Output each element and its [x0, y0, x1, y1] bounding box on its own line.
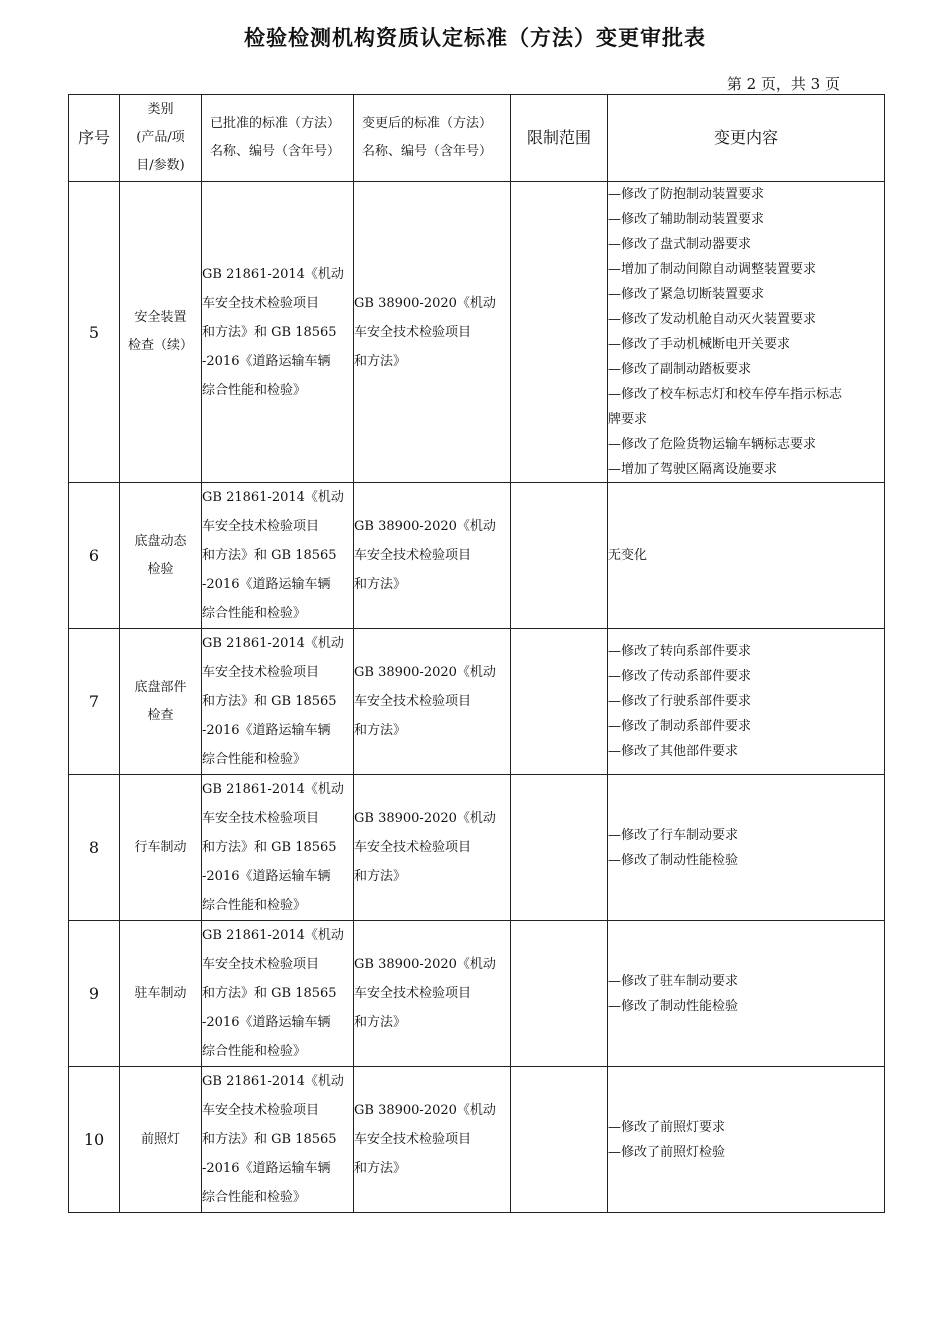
table-row	[69, 629, 885, 775]
row-approved-standard	[202, 629, 354, 775]
row-category	[120, 629, 202, 775]
approved-line: 和方法》和 GB 18565	[202, 694, 337, 709]
change-item: —增加了驾驶区隔离设施要求	[608, 462, 778, 477]
row-limit-scope	[511, 775, 608, 921]
header-category-line: 目/参数)	[136, 158, 185, 173]
row-seq: 9	[69, 921, 120, 1067]
approved-line: GB 21861-2014《机动	[202, 636, 344, 651]
row-seq: 6	[69, 483, 120, 629]
change-item: —修改了制动系部件要求	[608, 719, 752, 734]
row-category	[120, 775, 202, 921]
row-change-content	[608, 182, 885, 483]
changed-line: GB 38900-2020《机动	[354, 665, 496, 680]
change-item: —修改了校车标志灯和校车停车指示标志	[608, 387, 843, 402]
changed-line: 车安全技术检验项目	[354, 986, 472, 1001]
category-line: 前照灯	[140, 1131, 180, 1147]
row-seq: 10	[69, 1067, 120, 1213]
table-row	[69, 1067, 885, 1213]
changed-line: 和方法》	[354, 577, 407, 592]
header-change-content: 变更内容	[608, 95, 885, 182]
approved-line: 车安全技术检验项目	[202, 519, 320, 534]
row-limit-scope	[511, 1067, 608, 1213]
document-title: 检验检测机构资质认定标准（方法）变更审批表	[244, 26, 706, 50]
row-category	[120, 921, 202, 1067]
approved-line: GB 21861-2014《机动	[202, 1074, 344, 1089]
approved-line: GB 21861-2014《机动	[202, 266, 344, 282]
table-row	[69, 921, 885, 1067]
change-item: —修改了发动机舱自动灭火装置要求	[608, 312, 817, 327]
changed-line: 和方法》	[354, 869, 407, 884]
change-item: —修改了危险货物运输车辆标志要求	[608, 437, 817, 452]
approved-line: 和方法》和 GB 18565	[202, 1132, 337, 1147]
row-changed-standard	[354, 182, 511, 483]
approved-line: -2016《道路运输车辆	[202, 869, 331, 884]
table-row	[69, 182, 885, 483]
change-item: —修改了其他部件要求	[608, 744, 739, 759]
row-limit-scope	[511, 483, 608, 629]
approved-line: 综合性能和检验》	[202, 1190, 307, 1205]
header-changed-standard	[354, 95, 511, 182]
row-approved-standard	[202, 921, 354, 1067]
category-line: 底盘动态	[134, 533, 187, 549]
category-line: 安全装置	[134, 310, 187, 325]
changed-line: GB 38900-2020《机动	[354, 811, 496, 826]
row-category	[120, 483, 202, 629]
page-indicator: 第 2 页，共 3 页	[726, 75, 840, 93]
change-item: —修改了前照灯检验	[608, 1144, 726, 1160]
approved-line: -2016《道路运输车辆	[202, 723, 331, 738]
header-category	[120, 95, 202, 182]
change-item: 无变化	[608, 548, 648, 563]
changed-line: 和方法》	[354, 353, 407, 369]
header-approved-line: 已批准的标准（方法）	[210, 116, 341, 131]
changed-line: 和方法》	[354, 723, 407, 738]
change-item: —修改了传动系部件要求	[608, 669, 752, 684]
category-line: 底盘部件	[134, 679, 187, 695]
approved-line: GB 21861-2014《机动	[202, 490, 344, 505]
approved-line: 车安全技术检验项目	[202, 957, 320, 972]
row-seq: 5	[69, 182, 120, 483]
row-changed-standard	[354, 1067, 511, 1213]
header-changed-line: 变更后的标准（方法）	[362, 116, 493, 131]
change-item: —修改了紧急切断装置要求	[608, 287, 765, 302]
approval-table	[68, 94, 885, 1213]
category-line: 检查（续）	[127, 338, 193, 353]
approved-line: -2016《道路运输车辆	[202, 577, 331, 592]
category-line: 行车制动	[134, 839, 187, 855]
change-item: —修改了转向系部件要求	[608, 644, 752, 659]
approved-line: 车安全技术检验项目	[202, 295, 320, 311]
row-limit-scope	[511, 921, 608, 1067]
header-seq: 序号	[69, 95, 120, 182]
table-header-row	[69, 95, 885, 182]
changed-line: 和方法》	[354, 1015, 407, 1030]
category-line: 检查	[147, 707, 174, 723]
change-item: —修改了副制动踏板要求	[608, 362, 752, 377]
table-body	[69, 182, 885, 1213]
approved-line: 车安全技术检验项目	[202, 1103, 320, 1118]
changed-line: 车安全技术检验项目	[354, 1132, 472, 1147]
header-category-line: (产品/项	[136, 130, 185, 145]
change-item: —修改了盘式制动器要求	[608, 237, 752, 252]
approved-line: -2016《道路运输车辆	[202, 1161, 331, 1176]
row-seq: 7	[69, 629, 120, 775]
change-item: 牌要求	[608, 412, 648, 427]
row-approved-standard	[202, 182, 354, 483]
header-approved-standard	[202, 95, 354, 182]
row-category	[120, 1067, 202, 1213]
row-change-content	[608, 483, 885, 629]
changed-line: GB 38900-2020《机动	[354, 295, 496, 311]
change-item: —修改了辅助制动装置要求	[608, 212, 765, 227]
approved-line: 车安全技术检验项目	[202, 811, 320, 826]
changed-line: 车安全技术检验项目	[354, 324, 472, 340]
row-changed-standard	[354, 775, 511, 921]
change-item: —修改了防抱制动装置要求	[608, 187, 765, 202]
row-change-content	[608, 921, 885, 1067]
row-limit-scope	[511, 182, 608, 483]
row-changed-standard	[354, 921, 511, 1067]
row-change-content	[608, 629, 885, 775]
category-line: 检验	[147, 561, 174, 577]
row-changed-standard	[354, 483, 511, 629]
approved-line: 综合性能和检验》	[202, 606, 307, 621]
row-change-content	[608, 775, 885, 921]
table-row	[69, 483, 885, 629]
row-approved-standard	[202, 483, 354, 629]
change-item: —修改了手动机械断电开关要求	[608, 337, 791, 352]
row-approved-standard	[202, 1067, 354, 1213]
approved-line: 综合性能和检验》	[202, 752, 307, 767]
changed-line: 车安全技术检验项目	[354, 694, 472, 709]
change-item: —修改了行驶系部件要求	[608, 694, 752, 709]
header-limit-scope: 限制范围	[511, 95, 608, 182]
approved-line: 和方法》和 GB 18565	[202, 986, 337, 1001]
approved-line: 和方法》和 GB 18565	[202, 840, 337, 855]
change-item: —修改了制动性能检验	[608, 852, 739, 868]
approved-line: 车安全技术检验项目	[202, 665, 320, 680]
approved-line: 和方法》和 GB 18565	[202, 548, 337, 563]
change-item: —修改了制动性能检验	[608, 998, 739, 1014]
approved-line: 综合性能和检验》	[202, 1044, 307, 1059]
row-seq: 8	[69, 775, 120, 921]
changed-line: GB 38900-2020《机动	[354, 519, 496, 534]
header-changed-line: 名称、编号（含年号）	[362, 144, 493, 159]
approved-line: 综合性能和检验》	[202, 382, 307, 398]
approved-line: -2016《道路运输车辆	[202, 353, 331, 369]
changed-line: 和方法》	[354, 1161, 407, 1176]
approved-line: 和方法》和 GB 18565	[202, 324, 337, 340]
table-row	[69, 775, 885, 921]
category-line: 驻车制动	[134, 985, 187, 1001]
header-approved-line: 名称、编号（含年号）	[210, 144, 341, 159]
row-changed-standard	[354, 629, 511, 775]
changed-line: 车安全技术检验项目	[354, 548, 472, 563]
changed-line: 车安全技术检验项目	[354, 840, 472, 855]
approved-line: -2016《道路运输车辆	[202, 1015, 331, 1030]
row-category	[120, 182, 202, 483]
row-approved-standard	[202, 775, 354, 921]
change-item: —增加了制动间隙自动调整装置要求	[608, 262, 817, 277]
header-category-line: 类别	[147, 102, 174, 117]
approved-line: GB 21861-2014《机动	[202, 928, 344, 943]
changed-line: GB 38900-2020《机动	[354, 957, 496, 972]
row-limit-scope	[511, 629, 608, 775]
approved-line: GB 21861-2014《机动	[202, 782, 344, 797]
change-item: —修改了前照灯要求	[608, 1119, 726, 1135]
change-item: —修改了驻车制动要求	[608, 973, 739, 989]
changed-line: GB 38900-2020《机动	[354, 1103, 496, 1118]
approved-line: 综合性能和检验》	[202, 898, 307, 913]
change-item: —修改了行车制动要求	[608, 827, 739, 843]
row-change-content	[608, 1067, 885, 1213]
